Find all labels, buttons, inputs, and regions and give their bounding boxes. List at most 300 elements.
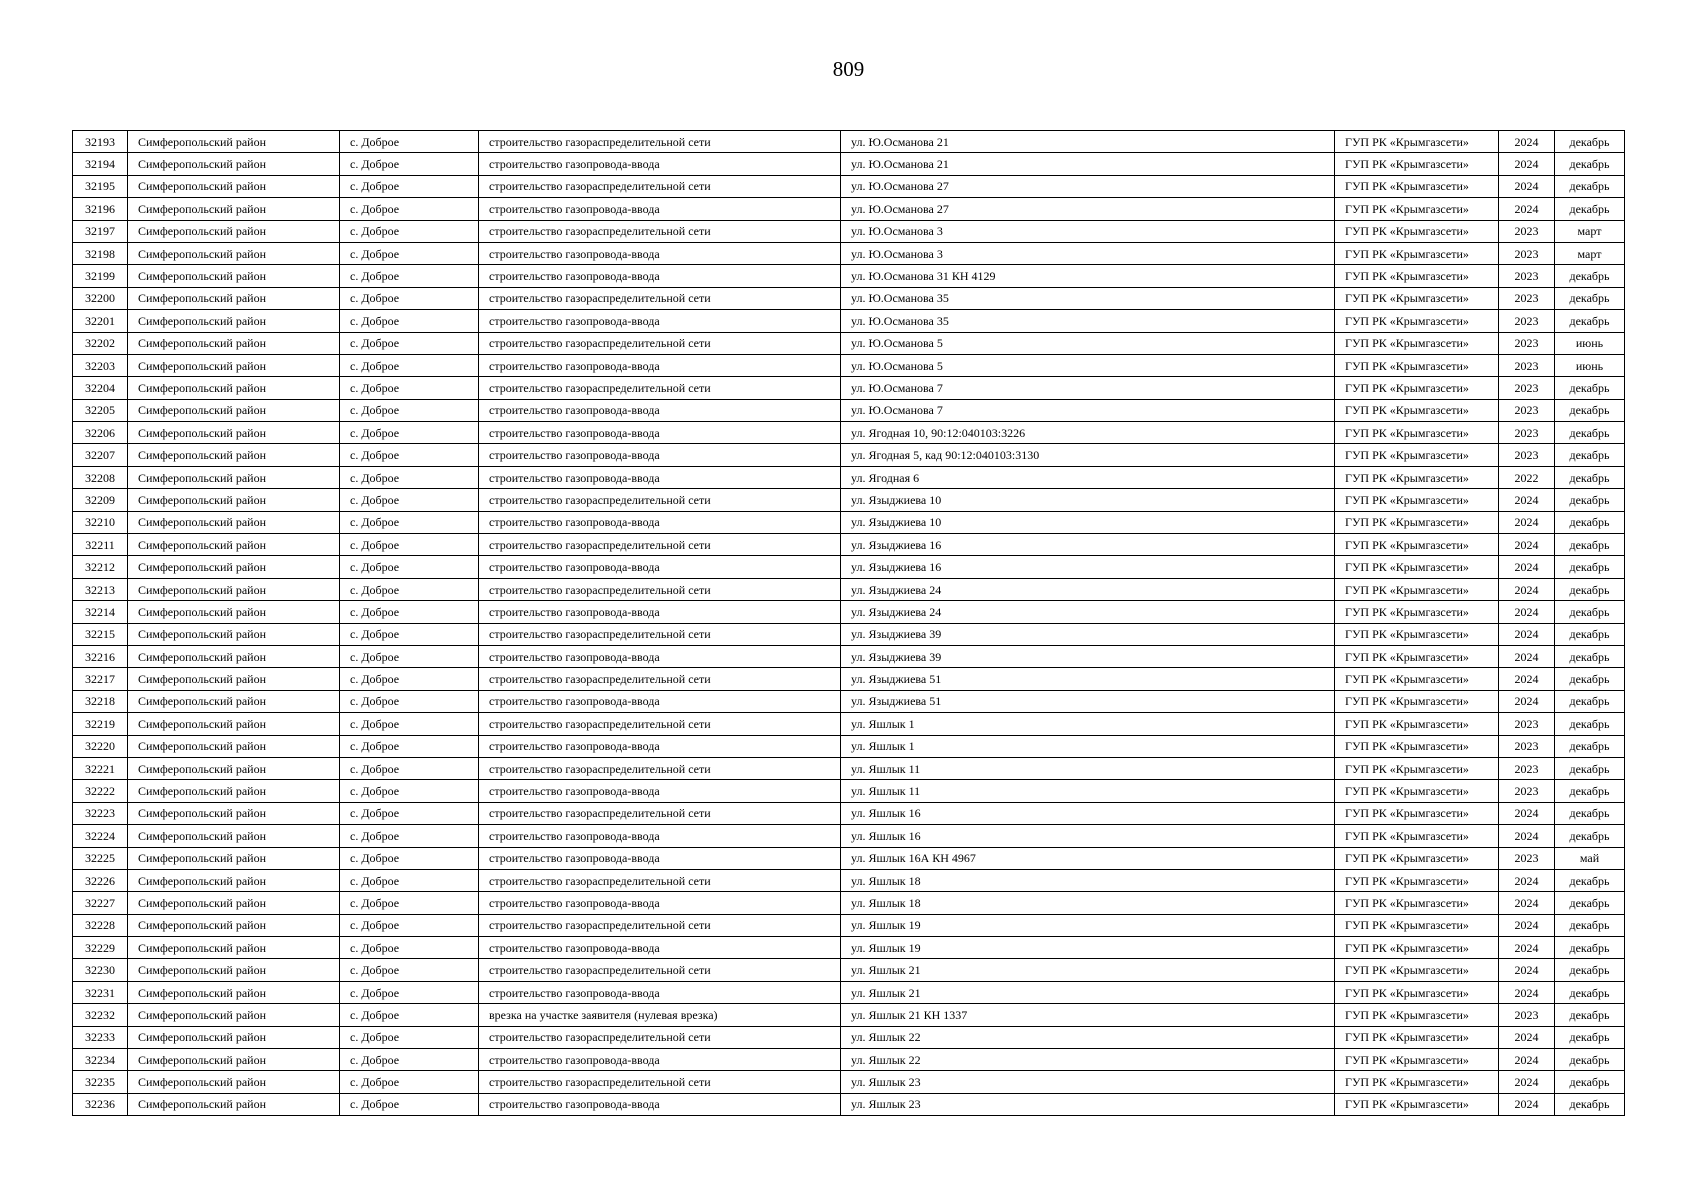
table-row bbox=[73, 959, 1625, 981]
table-row bbox=[73, 220, 1625, 242]
district-cell: Симферопольский район bbox=[128, 175, 340, 197]
address-cell: ул. Языджиева 24 bbox=[841, 578, 1335, 600]
locality-cell: с. Доброе bbox=[340, 310, 479, 332]
district-cell: Симферопольский район bbox=[128, 1093, 340, 1115]
work-type-cell: строительство газопровода-ввода bbox=[479, 444, 841, 466]
work-type-cell: строительство газораспределительной сети bbox=[479, 1026, 841, 1048]
locality-cell: с. Доброе bbox=[340, 937, 479, 959]
record-number: 32205 bbox=[73, 399, 128, 421]
organization-cell: ГУП РК «Крымгазсети» bbox=[1335, 287, 1499, 309]
work-type-cell: строительство газораспределительной сети bbox=[479, 802, 841, 824]
address-cell: ул. Яшлык 16 bbox=[841, 802, 1335, 824]
district-cell: Симферопольский район bbox=[128, 757, 340, 779]
year-cell: 2024 bbox=[1499, 981, 1555, 1003]
year-cell: 2023 bbox=[1499, 713, 1555, 735]
district-cell: Симферопольский район bbox=[128, 601, 340, 623]
work-type-cell: строительство газопровода-ввода bbox=[479, 735, 841, 757]
work-type-cell: строительство газопровода-ввода bbox=[479, 153, 841, 175]
organization-cell: ГУП РК «Крымгазсети» bbox=[1335, 780, 1499, 802]
district-cell: Симферопольский район bbox=[128, 399, 340, 421]
organization-cell: ГУП РК «Крымгазсети» bbox=[1335, 668, 1499, 690]
month-cell: декабрь bbox=[1555, 735, 1625, 757]
district-cell: Симферопольский район bbox=[128, 735, 340, 757]
address-cell: ул. Яшлык 1 bbox=[841, 713, 1335, 735]
year-cell: 2024 bbox=[1499, 1093, 1555, 1115]
year-cell: 2024 bbox=[1499, 959, 1555, 981]
locality-cell: с. Доброе bbox=[340, 287, 479, 309]
record-number: 32214 bbox=[73, 601, 128, 623]
table-row bbox=[73, 847, 1625, 869]
organization-cell: ГУП РК «Крымгазсети» bbox=[1335, 198, 1499, 220]
work-type-cell: строительство газопровода-ввода bbox=[479, 198, 841, 220]
month-cell: декабрь bbox=[1555, 399, 1625, 421]
address-cell: ул. Яшлык 11 bbox=[841, 757, 1335, 779]
month-cell: март bbox=[1555, 220, 1625, 242]
locality-cell: с. Доброе bbox=[340, 1026, 479, 1048]
locality-cell: с. Доброе bbox=[340, 690, 479, 712]
table-row bbox=[73, 242, 1625, 264]
work-type-cell: строительство газораспределительной сети bbox=[479, 869, 841, 891]
month-cell: декабрь bbox=[1555, 959, 1625, 981]
record-number: 32195 bbox=[73, 175, 128, 197]
records-body bbox=[73, 131, 1625, 1116]
locality-cell: с. Доброе bbox=[340, 354, 479, 376]
locality-cell: с. Доброе bbox=[340, 601, 479, 623]
organization-cell: ГУП РК «Крымгазсети» bbox=[1335, 825, 1499, 847]
district-cell: Симферопольский район bbox=[128, 937, 340, 959]
record-number: 32226 bbox=[73, 869, 128, 891]
locality-cell: с. Доброе bbox=[340, 242, 479, 264]
locality-cell: с. Доброе bbox=[340, 511, 479, 533]
month-cell: декабрь bbox=[1555, 892, 1625, 914]
work-type-cell: строительство газораспределительной сети bbox=[479, 175, 841, 197]
record-number: 32193 bbox=[73, 131, 128, 153]
district-cell: Симферопольский район bbox=[128, 645, 340, 667]
organization-cell: ГУП РК «Крымгазсети» bbox=[1335, 511, 1499, 533]
district-cell: Симферопольский район bbox=[128, 310, 340, 332]
organization-cell: ГУП РК «Крымгазсети» bbox=[1335, 914, 1499, 936]
month-cell: декабрь bbox=[1555, 1049, 1625, 1071]
record-number: 32236 bbox=[73, 1093, 128, 1115]
district-cell: Симферопольский район bbox=[128, 556, 340, 578]
work-type-cell: строительство газопровода-ввода bbox=[479, 937, 841, 959]
organization-cell: ГУП РК «Крымгазсети» bbox=[1335, 1049, 1499, 1071]
year-cell: 2023 bbox=[1499, 354, 1555, 376]
month-cell: декабрь bbox=[1555, 511, 1625, 533]
table-row bbox=[73, 937, 1625, 959]
district-cell: Симферопольский район bbox=[128, 198, 340, 220]
year-cell: 2024 bbox=[1499, 131, 1555, 153]
organization-cell: ГУП РК «Крымгазсети» bbox=[1335, 1004, 1499, 1026]
locality-cell: с. Доброе bbox=[340, 175, 479, 197]
address-cell: ул. Ю.Османова 5 bbox=[841, 354, 1335, 376]
work-type-cell: строительство газопровода-ввода bbox=[479, 265, 841, 287]
district-cell: Симферопольский район bbox=[128, 153, 340, 175]
month-cell: декабрь bbox=[1555, 175, 1625, 197]
record-number: 32197 bbox=[73, 220, 128, 242]
table-row bbox=[73, 914, 1625, 936]
year-cell: 2024 bbox=[1499, 556, 1555, 578]
record-number: 32221 bbox=[73, 757, 128, 779]
month-cell: декабрь bbox=[1555, 287, 1625, 309]
work-type-cell: строительство газораспределительной сети bbox=[479, 220, 841, 242]
locality-cell: с. Доброе bbox=[340, 914, 479, 936]
year-cell: 2024 bbox=[1499, 914, 1555, 936]
year-cell: 2023 bbox=[1499, 265, 1555, 287]
month-cell: декабрь bbox=[1555, 265, 1625, 287]
year-cell: 2024 bbox=[1499, 601, 1555, 623]
month-cell: декабрь bbox=[1555, 668, 1625, 690]
locality-cell: с. Доброе bbox=[340, 1004, 479, 1026]
address-cell: ул. Ю.Османова 35 bbox=[841, 310, 1335, 332]
year-cell: 2024 bbox=[1499, 1026, 1555, 1048]
table-row bbox=[73, 780, 1625, 802]
locality-cell: с. Доброе bbox=[340, 802, 479, 824]
work-type-cell: строительство газораспределительной сети bbox=[479, 914, 841, 936]
organization-cell: ГУП РК «Крымгазсети» bbox=[1335, 1071, 1499, 1093]
page-number: 809 bbox=[832, 57, 865, 81]
month-cell: декабрь bbox=[1555, 713, 1625, 735]
year-cell: 2024 bbox=[1499, 623, 1555, 645]
district-cell: Симферопольский район bbox=[128, 869, 340, 891]
locality-cell: с. Доброе bbox=[340, 735, 479, 757]
month-cell: декабрь bbox=[1555, 981, 1625, 1003]
locality-cell: с. Доброе bbox=[340, 623, 479, 645]
district-cell: Симферопольский район bbox=[128, 578, 340, 600]
district-cell: Симферопольский район bbox=[128, 668, 340, 690]
district-cell: Симферопольский район bbox=[128, 287, 340, 309]
address-cell: ул. Яшлык 18 bbox=[841, 869, 1335, 891]
address-cell: ул. Яшлык 22 bbox=[841, 1026, 1335, 1048]
district-cell: Симферопольский район bbox=[128, 802, 340, 824]
record-number: 32232 bbox=[73, 1004, 128, 1026]
month-cell: декабрь bbox=[1555, 937, 1625, 959]
month-cell: декабрь bbox=[1555, 914, 1625, 936]
record-number: 32220 bbox=[73, 735, 128, 757]
organization-cell: ГУП РК «Крымгазсети» bbox=[1335, 623, 1499, 645]
record-number: 32203 bbox=[73, 354, 128, 376]
work-type-cell: строительство газопровода-ввода bbox=[479, 601, 841, 623]
work-type-cell: строительство газопровода-ввода bbox=[479, 825, 841, 847]
organization-cell: ГУП РК «Крымгазсети» bbox=[1335, 310, 1499, 332]
year-cell: 2024 bbox=[1499, 668, 1555, 690]
table-row bbox=[73, 399, 1625, 421]
organization-cell: ГУП РК «Крымгазсети» bbox=[1335, 802, 1499, 824]
district-cell: Симферопольский район bbox=[128, 377, 340, 399]
table-row bbox=[73, 422, 1625, 444]
month-cell: май bbox=[1555, 847, 1625, 869]
month-cell: декабрь bbox=[1555, 802, 1625, 824]
table-row bbox=[73, 601, 1625, 623]
work-type-cell: строительство газопровода-ввода bbox=[479, 466, 841, 488]
month-cell: декабрь bbox=[1555, 1093, 1625, 1115]
district-cell: Симферопольский район bbox=[128, 265, 340, 287]
record-number: 32229 bbox=[73, 937, 128, 959]
record-number: 32196 bbox=[73, 198, 128, 220]
district-cell: Симферопольский район bbox=[128, 466, 340, 488]
locality-cell: с. Доброе bbox=[340, 713, 479, 735]
year-cell: 2024 bbox=[1499, 690, 1555, 712]
month-cell: декабрь bbox=[1555, 198, 1625, 220]
year-cell: 2023 bbox=[1499, 422, 1555, 444]
table-row bbox=[73, 1004, 1625, 1026]
month-cell: март bbox=[1555, 242, 1625, 264]
district-cell: Симферопольский район bbox=[128, 1026, 340, 1048]
work-type-cell: строительство газопровода-ввода bbox=[479, 981, 841, 1003]
month-cell: июнь bbox=[1555, 332, 1625, 354]
district-cell: Симферопольский район bbox=[128, 332, 340, 354]
locality-cell: с. Доброе bbox=[340, 959, 479, 981]
table-row bbox=[73, 869, 1625, 891]
work-type-cell: строительство газораспределительной сети bbox=[479, 489, 841, 511]
work-type-cell: строительство газораспределительной сети bbox=[479, 578, 841, 600]
record-number: 32206 bbox=[73, 422, 128, 444]
year-cell: 2023 bbox=[1499, 332, 1555, 354]
table-row bbox=[73, 310, 1625, 332]
organization-cell: ГУП РК «Крымгазсети» bbox=[1335, 466, 1499, 488]
address-cell: ул. Яшлык 16 bbox=[841, 825, 1335, 847]
year-cell: 2024 bbox=[1499, 153, 1555, 175]
address-cell: ул. Ю.Османова 31 КН 4129 bbox=[841, 265, 1335, 287]
month-cell: декабрь bbox=[1555, 690, 1625, 712]
year-cell: 2023 bbox=[1499, 735, 1555, 757]
work-type-cell: строительство газораспределительной сети bbox=[479, 332, 841, 354]
address-cell: ул. Яшлык 23 bbox=[841, 1071, 1335, 1093]
table-row bbox=[73, 556, 1625, 578]
work-type-cell: строительство газопровода-ввода bbox=[479, 399, 841, 421]
address-cell: ул. Языджиева 16 bbox=[841, 556, 1335, 578]
address-cell: ул. Ю.Османова 7 bbox=[841, 377, 1335, 399]
month-cell: июнь bbox=[1555, 354, 1625, 376]
month-cell: декабрь bbox=[1555, 422, 1625, 444]
work-type-cell: врезка на участке заявителя (нулевая врезка) bbox=[479, 1004, 841, 1026]
record-number: 32225 bbox=[73, 847, 128, 869]
district-cell: Симферопольский район bbox=[128, 825, 340, 847]
month-cell: декабрь bbox=[1555, 556, 1625, 578]
year-cell: 2023 bbox=[1499, 847, 1555, 869]
locality-cell: с. Доброе bbox=[340, 1071, 479, 1093]
locality-cell: с. Доброе bbox=[340, 1093, 479, 1115]
locality-cell: с. Доброе bbox=[340, 847, 479, 869]
address-cell: ул. Яшлык 21 bbox=[841, 981, 1335, 1003]
table-row bbox=[73, 175, 1625, 197]
record-number: 32217 bbox=[73, 668, 128, 690]
table-row bbox=[73, 332, 1625, 354]
district-cell: Симферопольский район bbox=[128, 242, 340, 264]
organization-cell: ГУП РК «Крымгазсети» bbox=[1335, 847, 1499, 869]
address-cell: ул. Ю.Османова 3 bbox=[841, 242, 1335, 264]
record-number: 32215 bbox=[73, 623, 128, 645]
table-row bbox=[73, 131, 1625, 153]
year-cell: 2024 bbox=[1499, 198, 1555, 220]
district-cell: Симферопольский район bbox=[128, 1004, 340, 1026]
work-type-cell: строительство газопровода-ввода bbox=[479, 645, 841, 667]
work-type-cell: строительство газопровода-ввода bbox=[479, 556, 841, 578]
organization-cell: ГУП РК «Крымгазсети» bbox=[1335, 377, 1499, 399]
address-cell: ул. Яшлык 11 bbox=[841, 780, 1335, 802]
organization-cell: ГУП РК «Крымгазсети» bbox=[1335, 489, 1499, 511]
year-cell: 2024 bbox=[1499, 511, 1555, 533]
record-number: 32235 bbox=[73, 1071, 128, 1093]
year-cell: 2023 bbox=[1499, 399, 1555, 421]
work-type-cell: строительство газопровода-ввода bbox=[479, 690, 841, 712]
organization-cell: ГУП РК «Крымгазсети» bbox=[1335, 713, 1499, 735]
address-cell: ул. Яшлык 23 bbox=[841, 1093, 1335, 1115]
organization-cell: ГУП РК «Крымгазсети» bbox=[1335, 959, 1499, 981]
district-cell: Симферопольский район bbox=[128, 131, 340, 153]
address-cell: ул. Языджиева 24 bbox=[841, 601, 1335, 623]
work-type-cell: строительство газопровода-ввода bbox=[479, 242, 841, 264]
organization-cell: ГУП РК «Крымгазсети» bbox=[1335, 399, 1499, 421]
month-cell: декабрь bbox=[1555, 645, 1625, 667]
month-cell: декабрь bbox=[1555, 623, 1625, 645]
month-cell: декабрь bbox=[1555, 466, 1625, 488]
work-type-cell: строительство газораспределительной сети bbox=[479, 534, 841, 556]
work-type-cell: строительство газопровода-ввода bbox=[479, 780, 841, 802]
address-cell: ул. Яшлык 18 bbox=[841, 892, 1335, 914]
locality-cell: с. Доброе bbox=[340, 757, 479, 779]
month-cell: декабрь bbox=[1555, 780, 1625, 802]
record-number: 32218 bbox=[73, 690, 128, 712]
district-cell: Симферопольский район bbox=[128, 780, 340, 802]
district-cell: Симферопольский район bbox=[128, 892, 340, 914]
month-cell: декабрь bbox=[1555, 153, 1625, 175]
district-cell: Симферопольский район bbox=[128, 444, 340, 466]
locality-cell: с. Доброе bbox=[340, 422, 479, 444]
locality-cell: с. Доброе bbox=[340, 399, 479, 421]
month-cell: декабрь bbox=[1555, 1026, 1625, 1048]
district-cell: Симферопольский район bbox=[128, 354, 340, 376]
year-cell: 2024 bbox=[1499, 802, 1555, 824]
work-type-cell: строительство газораспределительной сети bbox=[479, 377, 841, 399]
month-cell: декабрь bbox=[1555, 489, 1625, 511]
record-number: 32208 bbox=[73, 466, 128, 488]
table-row bbox=[73, 511, 1625, 533]
work-type-cell: строительство газораспределительной сети bbox=[479, 131, 841, 153]
record-number: 32200 bbox=[73, 287, 128, 309]
table-row bbox=[73, 466, 1625, 488]
organization-cell: ГУП РК «Крымгазсети» bbox=[1335, 757, 1499, 779]
year-cell: 2024 bbox=[1499, 825, 1555, 847]
year-cell: 2023 bbox=[1499, 757, 1555, 779]
record-number: 32228 bbox=[73, 914, 128, 936]
address-cell: ул. Ягодная 6 bbox=[841, 466, 1335, 488]
work-type-cell: строительство газопровода-ввода bbox=[479, 1093, 841, 1115]
record-number: 32204 bbox=[73, 377, 128, 399]
organization-cell: ГУП РК «Крымгазсети» bbox=[1335, 601, 1499, 623]
year-cell: 2024 bbox=[1499, 937, 1555, 959]
organization-cell: ГУП РК «Крымгазсети» bbox=[1335, 1093, 1499, 1115]
table-row bbox=[73, 377, 1625, 399]
record-number: 32210 bbox=[73, 511, 128, 533]
work-type-cell: строительство газопровода-ввода bbox=[479, 422, 841, 444]
month-cell: декабрь bbox=[1555, 601, 1625, 623]
work-type-cell: строительство газораспределительной сети bbox=[479, 959, 841, 981]
year-cell: 2024 bbox=[1499, 534, 1555, 556]
district-cell: Симферопольский район bbox=[128, 489, 340, 511]
address-cell: ул. Яшлык 21 КН 1337 bbox=[841, 1004, 1335, 1026]
month-cell: декабрь bbox=[1555, 1071, 1625, 1093]
record-number: 32201 bbox=[73, 310, 128, 332]
record-number: 32209 bbox=[73, 489, 128, 511]
month-cell: декабрь bbox=[1555, 444, 1625, 466]
locality-cell: с. Доброе bbox=[340, 1049, 479, 1071]
organization-cell: ГУП РК «Крымгазсети» bbox=[1335, 645, 1499, 667]
table-row bbox=[73, 198, 1625, 220]
record-number: 32234 bbox=[73, 1049, 128, 1071]
locality-cell: с. Доброе bbox=[340, 645, 479, 667]
table-row bbox=[73, 1093, 1625, 1115]
work-type-cell: строительство газораспределительной сети bbox=[479, 623, 841, 645]
record-number: 32224 bbox=[73, 825, 128, 847]
table-row bbox=[73, 645, 1625, 667]
locality-cell: с. Доброе bbox=[340, 825, 479, 847]
district-cell: Симферопольский район bbox=[128, 623, 340, 645]
table-row bbox=[73, 287, 1625, 309]
locality-cell: с. Доброе bbox=[340, 153, 479, 175]
address-cell: ул. Ю.Османова 27 bbox=[841, 175, 1335, 197]
work-type-cell: строительство газопровода-ввода bbox=[479, 1049, 841, 1071]
table-row bbox=[73, 981, 1625, 1003]
year-cell: 2024 bbox=[1499, 1049, 1555, 1071]
work-type-cell: строительство газораспределительной сети bbox=[479, 757, 841, 779]
address-cell: ул. Языджиева 10 bbox=[841, 511, 1335, 533]
address-cell: ул. Ю.Османова 27 bbox=[841, 198, 1335, 220]
organization-cell: ГУП РК «Крымгазсети» bbox=[1335, 578, 1499, 600]
district-cell: Симферопольский район bbox=[128, 422, 340, 444]
address-cell: ул. Яшлык 21 bbox=[841, 959, 1335, 981]
year-cell: 2024 bbox=[1499, 578, 1555, 600]
organization-cell: ГУП РК «Крымгазсети» bbox=[1335, 175, 1499, 197]
organization-cell: ГУП РК «Крымгазсети» bbox=[1335, 937, 1499, 959]
month-cell: декабрь bbox=[1555, 825, 1625, 847]
organization-cell: ГУП РК «Крымгазсети» bbox=[1335, 735, 1499, 757]
address-cell: ул. Ю.Османова 21 bbox=[841, 131, 1335, 153]
organization-cell: ГУП РК «Крымгазсети» bbox=[1335, 354, 1499, 376]
work-type-cell: строительство газопровода-ввода bbox=[479, 847, 841, 869]
record-number: 32223 bbox=[73, 802, 128, 824]
district-cell: Симферопольский район bbox=[128, 713, 340, 735]
records-table bbox=[72, 130, 1625, 1116]
locality-cell: с. Доброе bbox=[340, 534, 479, 556]
address-cell: ул. Ю.Османова 35 bbox=[841, 287, 1335, 309]
month-cell: декабрь bbox=[1555, 757, 1625, 779]
locality-cell: с. Доброе bbox=[340, 668, 479, 690]
table-row bbox=[73, 623, 1625, 645]
record-number: 32216 bbox=[73, 645, 128, 667]
address-cell: ул. Ю.Османова 7 bbox=[841, 399, 1335, 421]
month-cell: декабрь bbox=[1555, 578, 1625, 600]
year-cell: 2023 bbox=[1499, 444, 1555, 466]
table-row bbox=[73, 892, 1625, 914]
month-cell: декабрь bbox=[1555, 1004, 1625, 1026]
year-cell: 2023 bbox=[1499, 310, 1555, 332]
table-row bbox=[73, 735, 1625, 757]
address-cell: ул. Ю.Османова 21 bbox=[841, 153, 1335, 175]
locality-cell: с. Доброе bbox=[340, 892, 479, 914]
locality-cell: с. Доброе bbox=[340, 377, 479, 399]
locality-cell: с. Доброе bbox=[340, 265, 479, 287]
table-row bbox=[73, 354, 1625, 376]
organization-cell: ГУП РК «Крымгазсети» bbox=[1335, 242, 1499, 264]
organization-cell: ГУП РК «Крымгазсети» bbox=[1335, 892, 1499, 914]
work-type-cell: строительство газораспределительной сети bbox=[479, 1071, 841, 1093]
year-cell: 2023 bbox=[1499, 780, 1555, 802]
organization-cell: ГУП РК «Крымгазсети» bbox=[1335, 220, 1499, 242]
address-cell: ул. Языджиева 51 bbox=[841, 690, 1335, 712]
table-row bbox=[73, 1026, 1625, 1048]
table-row bbox=[73, 757, 1625, 779]
